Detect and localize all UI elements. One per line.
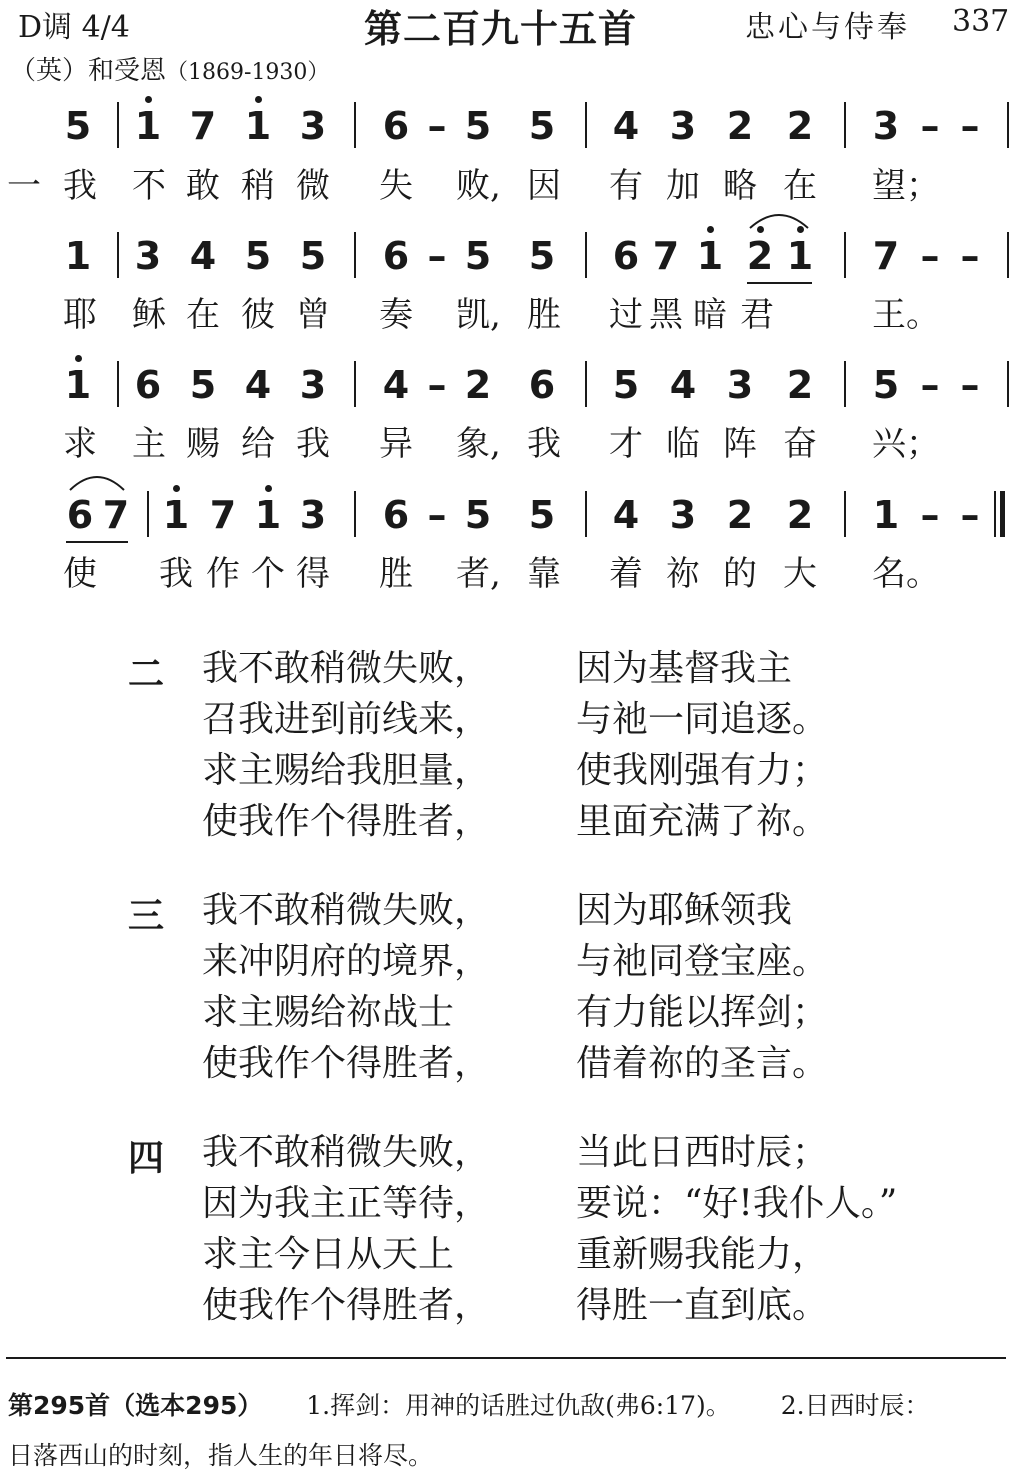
note-3: 3: [726, 363, 754, 407]
note-5: 5: [464, 493, 492, 537]
barline: [117, 361, 119, 407]
note-1: 1: [64, 363, 92, 407]
barline: [1007, 102, 1009, 148]
note-5: 5: [299, 234, 327, 278]
note-5: 5: [64, 104, 92, 148]
lyric-char: 临: [666, 424, 700, 464]
barline: [354, 491, 356, 537]
jianpu-score: [0, 0, 1012, 600]
lyric-char: 失: [379, 166, 413, 206]
lyric-char: 主: [132, 424, 166, 464]
lyric-char: 我: [63, 166, 97, 206]
note-7: 7: [209, 493, 237, 537]
lyric-char: 望；: [872, 166, 940, 206]
barline: [354, 361, 356, 407]
dash-note: –: [427, 493, 447, 537]
octave-dot: [707, 226, 714, 233]
verse-number: 四: [128, 1138, 165, 1179]
dash-note: –: [960, 104, 980, 148]
lyric-char: 因: [527, 166, 561, 206]
note-2: 2: [746, 234, 774, 278]
lyric-char: 得: [296, 554, 330, 594]
final-barline: [1000, 491, 1005, 537]
octave-dot: [255, 96, 262, 103]
verse-line-left: 求主赐给我胆量，: [202, 750, 491, 791]
octave-dot: [75, 355, 82, 362]
footnote-hymn-ref: 第295首（选本295）: [8, 1391, 263, 1420]
barline: [147, 491, 149, 537]
lyric-char: 异: [379, 424, 413, 464]
dash-note: –: [920, 234, 940, 278]
footnote-note-1: 1.挥剑：用神的话胜过仇敌(弗6:17)。: [306, 1391, 731, 1420]
verse-line-right: 里面充满了祢。: [576, 801, 829, 842]
lyric-char: 给: [241, 424, 275, 464]
lyric-char: 靠: [527, 554, 561, 594]
lyric-char: 不: [132, 166, 166, 206]
barline: [585, 361, 587, 407]
lyric-char: 耶: [63, 295, 97, 335]
note-2: 2: [726, 104, 754, 148]
lyric-char: 曾: [296, 295, 330, 335]
note-3: 3: [299, 493, 327, 537]
lyric-char: 祢: [666, 554, 700, 594]
note-3: 3: [299, 363, 327, 407]
dash-note: –: [427, 234, 447, 278]
verse-line-left: 使我作个得胜者，: [202, 801, 491, 842]
lyric-char: 彼: [241, 295, 275, 335]
lyric-char: 凯,: [456, 295, 501, 335]
note-5: 5: [189, 363, 217, 407]
hymn-category: 忠心与侍奉: [745, 10, 910, 45]
verse-line-left: 因为我主正等待，: [202, 1183, 491, 1224]
verse-number: 三: [128, 896, 165, 937]
lyric-char: 使: [63, 554, 97, 594]
note-6: 6: [382, 234, 410, 278]
lyric-char: 过: [609, 295, 643, 335]
barline: [844, 361, 846, 407]
note-3: 3: [134, 234, 162, 278]
note-5: 5: [872, 363, 900, 407]
note-4: 4: [244, 363, 272, 407]
note-5: 5: [528, 104, 556, 148]
lyric-char: 者,: [456, 554, 501, 594]
composer-name: （英）和受恩: [10, 56, 167, 86]
note-5: 5: [612, 363, 640, 407]
barline: [1007, 361, 1009, 407]
verse-line-left: 使我作个得胜者，: [202, 1043, 491, 1084]
note-6: 6: [66, 493, 94, 537]
note-2: 2: [786, 363, 814, 407]
lyric-char: 君: [740, 295, 774, 335]
note-3: 3: [669, 493, 697, 537]
verse-line-left: 我不敢稍微失败，: [202, 648, 491, 689]
lyric-char: 敢: [186, 166, 220, 206]
note-6: 6: [134, 363, 162, 407]
verse-line-left: 来冲阴府的境界，: [202, 941, 491, 982]
lyric-char: 王。: [872, 295, 940, 335]
dash-note: –: [427, 363, 447, 407]
lyric-char: 败,: [456, 166, 501, 206]
barline: [844, 102, 846, 148]
verse-line-left: 求主赐给祢战士: [202, 992, 455, 1033]
lyric-char: 奏: [379, 295, 413, 335]
barline: [354, 232, 356, 278]
verse-line-right: 要说：“好!我仆人。”: [576, 1183, 898, 1224]
verse-line-left: 我不敢稍微失败，: [202, 890, 491, 931]
note-7: 7: [102, 493, 130, 537]
barline: [585, 232, 587, 278]
lyric-char: 兴；: [872, 424, 940, 464]
note-5: 5: [244, 234, 272, 278]
dash-note: –: [960, 493, 980, 537]
note-6: 6: [382, 493, 410, 537]
barline: [117, 102, 119, 148]
verse-line-right: 与祂一同追逐。: [576, 699, 829, 740]
verse-number: 二: [128, 654, 165, 695]
barline: [585, 491, 587, 537]
lyric-char: 稣: [132, 295, 166, 335]
note-3: 3: [299, 104, 327, 148]
lyric-char: 一: [7, 166, 41, 206]
dash-note: –: [427, 104, 447, 148]
barline: [585, 102, 587, 148]
slur-line-2: [748, 208, 810, 230]
note-7: 7: [189, 104, 217, 148]
lyric-char: 着: [609, 554, 643, 594]
verse-line-left: 我不敢稍微失败，: [202, 1132, 491, 1173]
note-2: 2: [786, 493, 814, 537]
verse-line-right: 借着祢的圣言。: [576, 1043, 829, 1084]
lyric-char: 求: [63, 424, 97, 464]
barline: [1007, 232, 1009, 278]
note-1: 1: [872, 493, 900, 537]
lyric-char: 个: [251, 554, 285, 594]
note-1: 1: [786, 234, 814, 278]
note-7: 7: [872, 234, 900, 278]
verse-line-right: 使我刚强有力；: [576, 750, 829, 791]
key-time-signature: D调 4/4: [18, 10, 130, 45]
note-6: 6: [382, 104, 410, 148]
eighth-underline: [66, 541, 128, 543]
note-4: 4: [669, 363, 697, 407]
lyric-char: 暗: [693, 295, 727, 335]
note-6: 6: [528, 363, 556, 407]
note-1: 1: [696, 234, 724, 278]
barline: [844, 491, 846, 537]
dash-note: –: [960, 234, 980, 278]
lyric-char: 微: [296, 166, 330, 206]
lyric-char: 的: [723, 554, 757, 594]
note-5: 5: [528, 493, 556, 537]
lyric-char: 稍: [241, 166, 275, 206]
lyric-char: 赐: [186, 424, 220, 464]
verse-line-right: 当此日西时辰；: [576, 1132, 829, 1173]
lyric-char: 在: [783, 166, 817, 206]
lyric-char: 象,: [456, 424, 501, 464]
verse-line-right: 因为基督我主: [576, 648, 793, 689]
verse-line-right: 重新赐我能力，: [576, 1234, 829, 1275]
lyric-char: 奋: [783, 424, 817, 464]
note-1: 1: [254, 493, 282, 537]
verse-line-right: 有力能以挥剑；: [576, 992, 829, 1033]
note-4: 4: [189, 234, 217, 278]
lyric-char: 胜: [379, 554, 413, 594]
lyric-char: 我: [159, 554, 193, 594]
note-1: 1: [134, 104, 162, 148]
verse-line-left: 求主今日从天上: [202, 1234, 455, 1275]
note-2: 2: [464, 363, 492, 407]
note-5: 5: [528, 234, 556, 278]
note-2: 2: [786, 104, 814, 148]
lyric-char: 大: [783, 554, 817, 594]
eighth-underline: [747, 282, 812, 284]
note-4: 4: [612, 104, 640, 148]
footnote-divider: [6, 1357, 1006, 1359]
barline: [844, 232, 846, 278]
verse-line-right: 与祂同登宝座。: [576, 941, 829, 982]
note-1: 1: [64, 234, 92, 278]
verse-line-left: 召我进到前线来，: [202, 699, 491, 740]
hymn-title: 第二百九十五首: [364, 7, 638, 51]
note-1: 1: [162, 493, 190, 537]
lyric-char: 阵: [723, 424, 757, 464]
verse-line-right: 因为耶稣领我: [576, 890, 793, 931]
dash-note: –: [920, 104, 940, 148]
slur-line-4: [68, 470, 126, 492]
octave-dot: [265, 485, 272, 492]
lyric-char: 名。: [872, 554, 940, 594]
octave-dot: [173, 485, 180, 492]
note-5: 5: [464, 234, 492, 278]
lyric-char: 作: [206, 554, 240, 594]
footnote-line-1: [8, 1386, 930, 1422]
lyric-char: 在: [186, 295, 220, 335]
lyric-char: 略: [723, 166, 757, 206]
barline: [994, 491, 996, 537]
note-4: 4: [612, 493, 640, 537]
barline: [354, 102, 356, 148]
note-2: 2: [726, 493, 754, 537]
note-3: 3: [872, 104, 900, 148]
lyric-char: 我: [527, 424, 561, 464]
verse-line-left: 使我作个得胜者，: [202, 1285, 491, 1326]
lyric-char: 黑: [649, 295, 683, 335]
note-6: 6: [612, 234, 640, 278]
lyric-char: 我: [296, 424, 330, 464]
footnote-note-2-body: 日落西山的时刻，指人生的年日将尽。: [8, 1441, 434, 1470]
page-number: 337: [952, 4, 1010, 39]
composer-years: （1869-1930）: [166, 60, 330, 85]
barline: [117, 232, 119, 278]
dash-note: –: [960, 363, 980, 407]
note-4: 4: [382, 363, 410, 407]
note-7: 7: [652, 234, 680, 278]
note-1: 1: [244, 104, 272, 148]
lyric-char: 有: [609, 166, 643, 206]
lyric-char: 胜: [527, 295, 561, 335]
footnote-note-2-head: 2.日西时辰：: [780, 1391, 930, 1420]
verse-line-right: 得胜一直到底。: [576, 1285, 829, 1326]
dash-note: –: [920, 493, 940, 537]
lyric-char: 加: [666, 166, 700, 206]
lyric-char: 才: [609, 424, 643, 464]
note-3: 3: [669, 104, 697, 148]
note-5: 5: [464, 104, 492, 148]
dash-note: –: [920, 363, 940, 407]
octave-dot: [145, 96, 152, 103]
